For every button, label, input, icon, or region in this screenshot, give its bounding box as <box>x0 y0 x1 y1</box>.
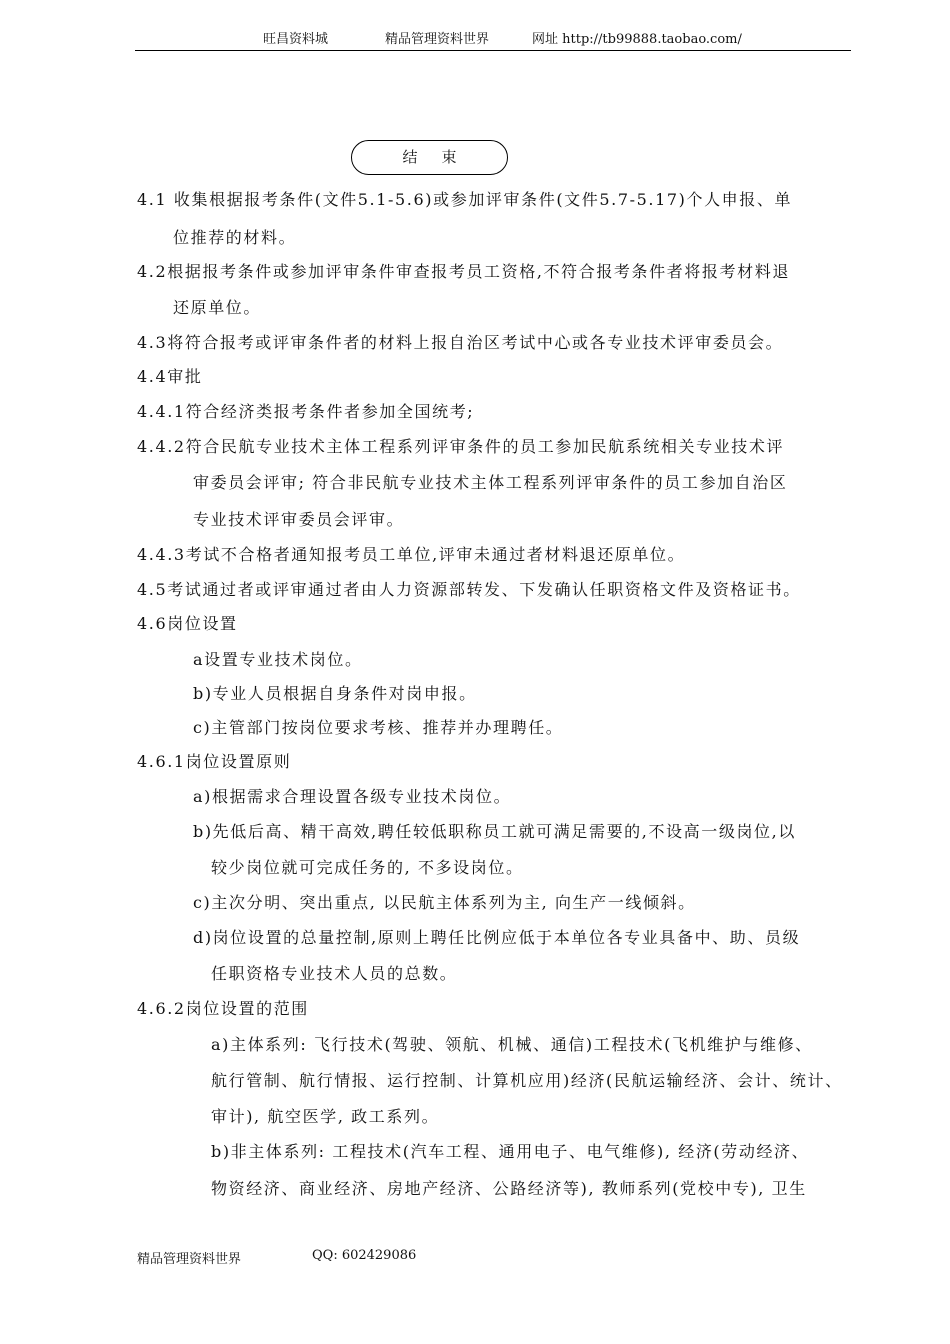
flowchart-end-node: 结束 <box>351 140 508 175</box>
body-line: 专业技术评审委员会评审。 <box>193 510 405 529</box>
list-item: c)主管部门按岗位要求考核、推荐并办理聘任。 <box>193 718 564 737</box>
list-item: 物资经济、商业经济、房地产经济、公路经济等), 教师系列(党校中专), 卫生 <box>211 1179 807 1198</box>
section-heading: 4.6岗位设置 <box>137 614 238 633</box>
list-item: a)根据需求合理设置各级专业技术岗位。 <box>193 787 512 806</box>
list-item: 任职资格专业技术人员的总数。 <box>211 964 458 983</box>
list-item: a)主体系列: 飞行技术(驾驶、领航、机械、通信)工程技术(飞机维护与维修、 <box>211 1035 813 1054</box>
section-heading: 4.6.2岗位设置的范围 <box>137 999 309 1018</box>
body-line: 4.3将符合报考或评审条件者的材料上报自治区考试中心或各专业技术评审委员会。 <box>137 333 784 352</box>
body-line: 4.5考试通过者或评审通过者由人力资源部转发、下发确认任职资格文件及资格证书。 <box>137 580 801 599</box>
body-line: 4.4.1符合经济类报考条件者参加全国统考; <box>137 402 475 421</box>
footer-brand: 精品管理资料世界 <box>137 1252 242 1267</box>
page-header <box>135 30 851 51</box>
body-line: 位推荐的材料。 <box>173 228 297 247</box>
body-line: 4.4.2符合民航专业技术主体工程系列评审条件的员工参加民航系统相关专业技术评 <box>137 437 785 456</box>
body-line: 4.1 收集根据报考条件(文件5.1-5.6)或参加评审条件(文件5.7-5.17)个人申报、单 <box>137 190 793 209</box>
list-item: 航行管制、航行情报、运行控制、计算机应用)经济(民航运输经济、会计、统计、 <box>211 1071 843 1090</box>
body-line: 4.2根据报考条件或参加评审条件审查报考员工资格,不符合报考条件者将报考材料退 <box>137 262 790 281</box>
list-item: 较少岗位就可完成任务的, 不多设岗位。 <box>211 858 524 877</box>
body-line: 审委员会评审; 符合非民航专业技术主体工程系列评审条件的员工参加自治区 <box>193 473 788 492</box>
body-line: 还原单位。 <box>173 298 262 317</box>
footer-qq: QQ: 602429086 <box>312 1248 417 1263</box>
section-heading: 4.4审批 <box>137 367 203 386</box>
list-item: c)主次分明、突出重点, 以民航主体系列为主, 向生产一线倾斜。 <box>193 893 696 912</box>
list-item: b)专业人员根据自身条件对岗申报。 <box>193 684 477 703</box>
list-item: b)非主体系列: 工程技术(汽车工程、通用电子、电气维修), 经济(劳动经济、 <box>211 1142 810 1161</box>
list-item: a设置专业技术岗位。 <box>193 650 363 669</box>
header-brand: 精品管理资料世界 <box>385 32 490 47</box>
list-item: 审计), 航空医学, 政工系列。 <box>211 1107 440 1126</box>
list-item: b)先低后高、精干高效,聘任较低职称员工就可满足需要的,不设高一级岗位,以 <box>193 822 796 841</box>
list-item: d)岗位设置的总量控制,原则上聘任比例应低于本单位各专业具备中、助、员级 <box>193 928 801 947</box>
body-line: 4.4.3考试不合格者通知报考员工单位,评审未通过者材料退还原单位。 <box>137 545 686 564</box>
section-heading: 4.6.1岗位设置原则 <box>137 752 292 771</box>
header-website: 网址 http://tb99888.taobao.com/ <box>532 32 742 47</box>
header-shop-name: 旺昌资料城 <box>263 32 329 47</box>
